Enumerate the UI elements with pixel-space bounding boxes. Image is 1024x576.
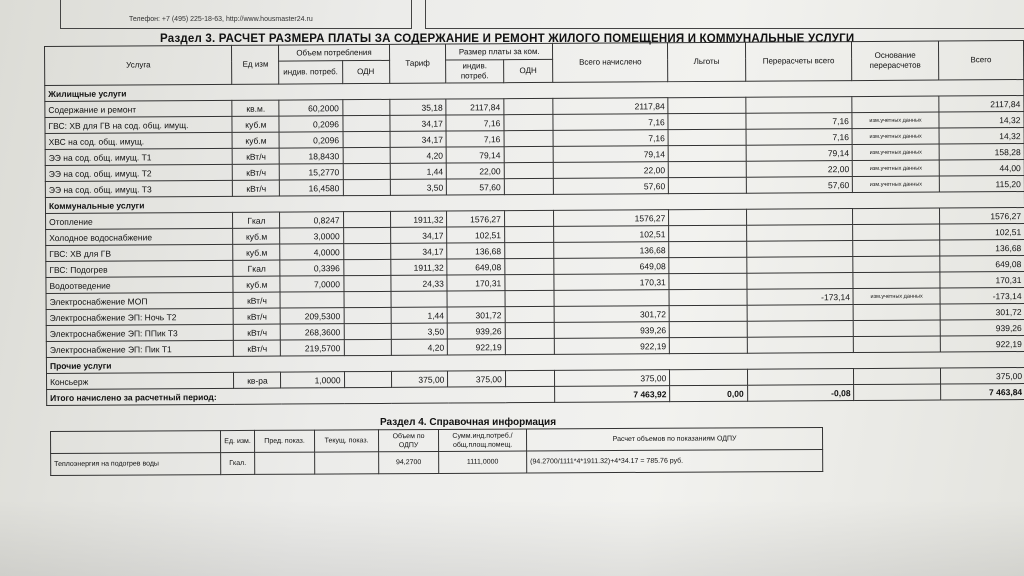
totals-label: Итого начислено за расчетный период: bbox=[47, 386, 555, 405]
cell-odn bbox=[343, 179, 390, 195]
cell-volume: 4,0000 bbox=[280, 244, 343, 260]
col-recalc: Перерасчеты всего bbox=[745, 42, 852, 82]
group-title: Жилищные услуги bbox=[45, 80, 1024, 102]
cell-total: 14,32 bbox=[939, 128, 1024, 145]
cell-pay-odn bbox=[504, 178, 553, 194]
cell-tariff: 24,33 bbox=[390, 275, 447, 291]
cell-tariff: 3,50 bbox=[390, 179, 447, 195]
cell-benefit bbox=[669, 241, 746, 257]
cell-tariff bbox=[391, 291, 448, 307]
col-volume: Объем потребления bbox=[279, 44, 389, 61]
cell-benefit bbox=[668, 97, 745, 113]
totals-total: 7 463,84 bbox=[940, 384, 1024, 401]
cell-pay-indiv: 2117,84 bbox=[446, 99, 504, 115]
cell-charged: 102,51 bbox=[554, 226, 669, 243]
totals-reason bbox=[854, 384, 940, 401]
ref-row-unit: Гкал. bbox=[221, 452, 255, 474]
cell-recalc: 22,00 bbox=[746, 161, 853, 178]
col-tariff: Тариф bbox=[389, 44, 446, 83]
cell-pay-odn bbox=[504, 130, 553, 146]
cell-pay-odn bbox=[504, 146, 553, 162]
cell-recalc: 7,16 bbox=[745, 113, 852, 130]
cell-service: Консьерж bbox=[47, 372, 235, 389]
cell-charged: 136,68 bbox=[554, 242, 669, 259]
cell-odn bbox=[343, 227, 390, 243]
cell-recalc: -173,14 bbox=[747, 289, 854, 306]
cell-tariff: 375,00 bbox=[391, 371, 448, 387]
cell-service: ГВС: ХВ для ГВ на сод. общ. имущ. bbox=[45, 116, 233, 133]
cell-tariff: 1911,32 bbox=[390, 259, 447, 275]
cell-unit: кВт/ч bbox=[233, 180, 280, 196]
section4-title: Раздел 4. Справочная информация bbox=[380, 417, 557, 428]
reference-table bbox=[50, 427, 823, 476]
cell-tariff: 4,20 bbox=[391, 339, 448, 355]
cell-reason: изм.учетных данных bbox=[853, 288, 939, 305]
ref-col-prev: Пред. показ. bbox=[254, 430, 314, 452]
ref-row-sum-area: 1111,0000 bbox=[439, 451, 527, 473]
cell-reason bbox=[852, 96, 938, 113]
cell-reason: изм.учетных данных bbox=[853, 144, 939, 161]
cell-recalc bbox=[746, 273, 853, 290]
col-total-charged: Всего начислено bbox=[553, 43, 668, 83]
cell-service: Электроснабжение ЭП: Пик Т1 bbox=[46, 340, 234, 357]
col-total: Всего bbox=[938, 41, 1024, 81]
cell-volume: 209,5300 bbox=[280, 308, 343, 324]
cell-charged: 2117,84 bbox=[553, 98, 668, 115]
cell-pay-indiv: 375,00 bbox=[448, 371, 506, 387]
cell-volume: 0,8247 bbox=[280, 212, 343, 228]
cell-benefit bbox=[669, 321, 746, 337]
cell-recalc: 79,14 bbox=[746, 145, 853, 162]
cell-total: 375,00 bbox=[940, 368, 1024, 385]
cell-benefit bbox=[668, 145, 745, 161]
cell-service: Электроснабжение ЭП: ППик Т3 bbox=[46, 324, 234, 341]
cell-benefit bbox=[669, 305, 746, 321]
cell-total: 649,08 bbox=[940, 256, 1024, 273]
col-payment-odn: ОДН bbox=[503, 59, 552, 82]
cell-tariff: 4,20 bbox=[390, 147, 447, 163]
cell-pay-indiv: 79,14 bbox=[446, 147, 504, 163]
cell-service: ЭЭ на сод. общ. имущ. Т2 bbox=[45, 164, 233, 181]
cell-tariff: 3,50 bbox=[391, 323, 448, 339]
cell-odn bbox=[343, 211, 390, 227]
col-volume-indiv: индив. потреб. bbox=[279, 61, 342, 84]
cell-pay-odn bbox=[504, 226, 553, 242]
header-box-right bbox=[425, 0, 1024, 29]
cell-volume: 15,2770 bbox=[280, 164, 343, 180]
cell-odn bbox=[344, 339, 391, 355]
cell-volume: 0,3396 bbox=[280, 260, 343, 276]
cell-reason: изм.учетных данных bbox=[853, 160, 939, 177]
cell-odn bbox=[342, 115, 389, 131]
group-title: Коммунальные услуги bbox=[45, 192, 1024, 214]
cell-unit: кВт/ч bbox=[234, 308, 281, 324]
cell-total: -173,14 bbox=[940, 288, 1024, 305]
cell-recalc bbox=[746, 209, 853, 226]
cell-odn bbox=[344, 307, 391, 323]
cell-total: 170,31 bbox=[940, 272, 1024, 289]
cell-volume: 7,0000 bbox=[280, 276, 343, 292]
cell-total: 115,20 bbox=[939, 176, 1024, 193]
cell-tariff: 1,44 bbox=[391, 307, 448, 323]
cell-pay-odn bbox=[504, 162, 553, 178]
cell-total: 14,32 bbox=[939, 112, 1024, 129]
col-unit: Ед изм bbox=[232, 45, 279, 84]
cell-pay-indiv bbox=[447, 291, 505, 307]
cell-service: Водоотведение bbox=[46, 276, 234, 293]
cell-reason bbox=[853, 272, 939, 289]
cell-tariff: 34,17 bbox=[390, 243, 447, 259]
cell-recalc bbox=[746, 241, 853, 258]
cell-pay-odn bbox=[504, 98, 553, 114]
cell-pay-indiv: 170,31 bbox=[447, 275, 505, 291]
cell-total: 939,26 bbox=[940, 320, 1024, 337]
cell-volume: 16,4580 bbox=[280, 180, 343, 196]
cell-tariff: 34,17 bbox=[390, 227, 447, 243]
cell-benefit bbox=[669, 209, 746, 225]
cell-pay-indiv: 136,68 bbox=[447, 243, 505, 259]
col-benefits: Льготы bbox=[668, 42, 745, 81]
cell-pay-odn bbox=[505, 290, 554, 306]
cell-service: Электроснабжение ЭП: Ночь Т2 bbox=[46, 308, 234, 325]
cell-volume: 219,5700 bbox=[281, 340, 344, 356]
cell-benefit bbox=[669, 177, 746, 193]
cell-volume: 0,2096 bbox=[279, 132, 342, 148]
ref-col-volume-odpu: Объем по ОДПУ bbox=[378, 429, 438, 451]
cell-benefit bbox=[668, 113, 745, 129]
cell-total: 44,00 bbox=[939, 160, 1024, 177]
cell-service: ЭЭ на сод. общ. имущ. Т3 bbox=[45, 180, 233, 197]
cell-pay-odn bbox=[505, 242, 554, 258]
cell-reason: изм.учетных данных bbox=[853, 176, 939, 193]
cell-odn bbox=[344, 291, 391, 307]
cell-total: 158,28 bbox=[939, 144, 1024, 161]
cell-odn bbox=[344, 371, 391, 387]
cell-volume: 18,8430 bbox=[279, 148, 342, 164]
cell-pay-odn bbox=[505, 274, 554, 290]
cell-odn bbox=[344, 323, 391, 339]
cell-charged: 375,00 bbox=[555, 370, 670, 387]
cell-unit: кВт/ч bbox=[233, 292, 280, 308]
cell-benefit bbox=[669, 257, 746, 273]
charges-table bbox=[44, 40, 1024, 406]
cell-service: Электроснабжение МОП bbox=[46, 292, 234, 309]
cell-service: ЭЭ на сод. общ. имущ. Т1 bbox=[45, 148, 233, 165]
cell-benefit bbox=[669, 289, 746, 305]
cell-reason bbox=[853, 208, 939, 225]
cell-benefit bbox=[669, 225, 746, 241]
cell-reason bbox=[854, 368, 940, 385]
cell-odn bbox=[342, 99, 389, 115]
ref-row-calc: (94.2700/1111*4*1911.32)+4*34.17 = 785.76 руб. bbox=[527, 449, 823, 473]
cell-total: 2117,84 bbox=[939, 96, 1024, 113]
cell-pay-indiv: 7,16 bbox=[446, 115, 504, 131]
cell-pay-indiv: 1576,27 bbox=[447, 211, 505, 227]
cell-service: ГВС: Подогрев bbox=[46, 260, 234, 277]
cell-reason bbox=[853, 224, 939, 241]
cell-pay-indiv: 649,08 bbox=[447, 259, 505, 275]
cell-service: ГВС: ХВ для ГВ bbox=[46, 244, 234, 261]
cell-benefit bbox=[669, 273, 746, 289]
cell-recalc bbox=[745, 97, 852, 114]
cell-pay-indiv: 922,19 bbox=[448, 339, 506, 355]
cell-volume: 1,0000 bbox=[281, 372, 344, 388]
cell-recalc: 7,16 bbox=[746, 129, 853, 146]
cell-total: 922,19 bbox=[940, 336, 1024, 353]
ref-col-blank bbox=[51, 431, 221, 454]
cell-reason bbox=[853, 240, 939, 257]
cell-unit: куб.м bbox=[233, 228, 280, 244]
cell-volume: 0,2096 bbox=[279, 116, 342, 132]
totals-recalc: -0,08 bbox=[747, 385, 854, 402]
cell-unit: кВт/ч bbox=[233, 148, 280, 164]
cell-volume: 268,3600 bbox=[281, 324, 344, 340]
col-reason: Основание перерасчетов bbox=[852, 41, 939, 81]
cell-charged: 939,26 bbox=[554, 322, 669, 339]
ref-col-calc: Расчет объемов по показаниям ОДПУ bbox=[526, 427, 822, 451]
cell-charged bbox=[554, 290, 669, 307]
cell-reason: изм.учетных данных bbox=[852, 128, 938, 145]
cell-unit: кв.м. bbox=[232, 100, 279, 116]
cell-charged: 1576,27 bbox=[554, 210, 669, 227]
cell-tariff: 1911,32 bbox=[390, 211, 447, 227]
cell-benefit bbox=[668, 129, 745, 145]
group-title: Прочие услуги bbox=[46, 352, 1024, 374]
ref-col-unit: Ед. изм. bbox=[221, 430, 255, 452]
cell-recalc bbox=[746, 257, 853, 274]
cell-tariff: 34,17 bbox=[390, 131, 447, 147]
cell-unit: куб.м bbox=[233, 276, 280, 292]
cell-charged: 649,08 bbox=[554, 258, 669, 275]
cell-pay-odn bbox=[504, 210, 553, 226]
cell-reason: изм.учетных данных bbox=[852, 112, 938, 129]
col-volume-odn: ОДН bbox=[342, 60, 389, 83]
cell-total: 1576,27 bbox=[939, 208, 1024, 225]
photo-shadow bbox=[0, 500, 1024, 576]
cell-odn bbox=[343, 259, 390, 275]
ref-col-sum-area: Сумм.инд.потреб./ общ.площ.помещ. bbox=[438, 429, 526, 451]
cell-recalc bbox=[746, 225, 853, 242]
cell-unit: кВт/ч bbox=[234, 324, 281, 340]
cell-charged: 922,19 bbox=[554, 338, 669, 355]
cell-pay-indiv: 939,26 bbox=[448, 323, 506, 339]
cell-odn bbox=[343, 147, 390, 163]
cell-service: ХВС на сод. общ. имущ. bbox=[45, 132, 233, 149]
cell-benefit bbox=[670, 369, 747, 385]
cell-odn bbox=[343, 131, 390, 147]
cell-service: Содержание и ремонт bbox=[45, 100, 233, 117]
cell-charged: 170,31 bbox=[554, 274, 669, 291]
cell-service: Холодное водоснабжение bbox=[46, 228, 234, 245]
cell-charged: 79,14 bbox=[553, 146, 668, 163]
cell-odn bbox=[343, 243, 390, 259]
cell-recalc bbox=[747, 337, 854, 354]
section3-title: Раздел 3. РАСЧЕТ РАЗМЕРА ПЛАТЫ ЗА СОДЕРЖАНИЕ И РЕМОНТ ЖИЛОГО ПОМЕЩЕНИЯ И КОММУНАЛЬНЫЕ УСЛУГИ bbox=[160, 33, 855, 45]
cell-unit: кВт/ч bbox=[233, 164, 280, 180]
cell-volume bbox=[280, 292, 343, 308]
cell-unit: куб.м bbox=[232, 116, 279, 132]
cell-pay-indiv: 7,16 bbox=[446, 131, 504, 147]
phone-line: Телефон: +7 (495) 225-18-63, http://www.housmaster24.ru bbox=[129, 16, 313, 23]
cell-unit: куб.м bbox=[233, 132, 280, 148]
cell-recalc: 57,60 bbox=[746, 177, 853, 194]
cell-odn bbox=[343, 163, 390, 179]
cell-unit: Гкал bbox=[233, 260, 280, 276]
cell-pay-odn bbox=[504, 114, 553, 130]
contact-box bbox=[60, 0, 412, 29]
cell-reason bbox=[854, 320, 940, 337]
cell-reason bbox=[854, 336, 940, 353]
cell-reason bbox=[853, 256, 939, 273]
cell-charged: 7,16 bbox=[553, 130, 668, 147]
ref-row-name: Теплоэнергия на подогрев воды bbox=[51, 453, 221, 476]
totals-charged: 7 463,92 bbox=[555, 386, 670, 403]
cell-charged: 57,60 bbox=[553, 178, 668, 195]
cell-tariff: 1,44 bbox=[390, 163, 447, 179]
cell-unit: кв-ра bbox=[234, 372, 281, 388]
ref-row-volume-odpu: 94,2700 bbox=[379, 451, 439, 473]
cell-pay-odn bbox=[505, 370, 554, 386]
cell-pay-odn bbox=[505, 338, 554, 354]
cell-benefit bbox=[669, 161, 746, 177]
ref-row-curr bbox=[315, 452, 379, 474]
cell-pay-indiv: 102,51 bbox=[447, 227, 505, 243]
cell-pay-indiv: 57,60 bbox=[447, 179, 505, 195]
totals-benefits: 0,00 bbox=[670, 385, 747, 401]
col-payment-indiv: индив. потреб. bbox=[446, 60, 504, 83]
cell-unit: куб.м bbox=[233, 244, 280, 260]
col-payment: Размер платы за ком. bbox=[446, 43, 553, 60]
cell-service: Отопление bbox=[46, 212, 234, 229]
cell-pay-odn bbox=[505, 306, 554, 322]
cell-volume: 3,0000 bbox=[280, 228, 343, 244]
cell-odn bbox=[343, 275, 390, 291]
cell-volume: 60,2000 bbox=[279, 100, 342, 116]
cell-total: 136,68 bbox=[939, 240, 1024, 257]
cell-recalc bbox=[747, 321, 854, 338]
cell-unit: Гкал bbox=[233, 212, 280, 228]
cell-charged: 22,00 bbox=[553, 162, 668, 179]
cell-charged: 301,72 bbox=[554, 306, 669, 323]
cell-unit: кВт/ч bbox=[234, 340, 281, 356]
cell-recalc bbox=[747, 369, 854, 386]
cell-total: 102,51 bbox=[939, 224, 1024, 241]
cell-charged: 7,16 bbox=[553, 114, 668, 131]
cell-tariff: 34,17 bbox=[390, 115, 447, 131]
cell-pay-odn bbox=[505, 322, 554, 338]
cell-total: 301,72 bbox=[940, 304, 1024, 321]
ref-row-prev bbox=[255, 452, 315, 474]
cell-pay-indiv: 22,00 bbox=[447, 163, 505, 179]
cell-tariff: 35,18 bbox=[389, 99, 446, 115]
ref-col-curr: Текущ. показ. bbox=[314, 430, 378, 452]
cell-benefit bbox=[670, 337, 747, 353]
cell-pay-indiv: 301,72 bbox=[447, 307, 505, 323]
cell-reason bbox=[854, 304, 940, 321]
cell-recalc bbox=[747, 305, 854, 322]
cell-pay-odn bbox=[505, 258, 554, 274]
col-service: Услуга bbox=[45, 45, 233, 85]
